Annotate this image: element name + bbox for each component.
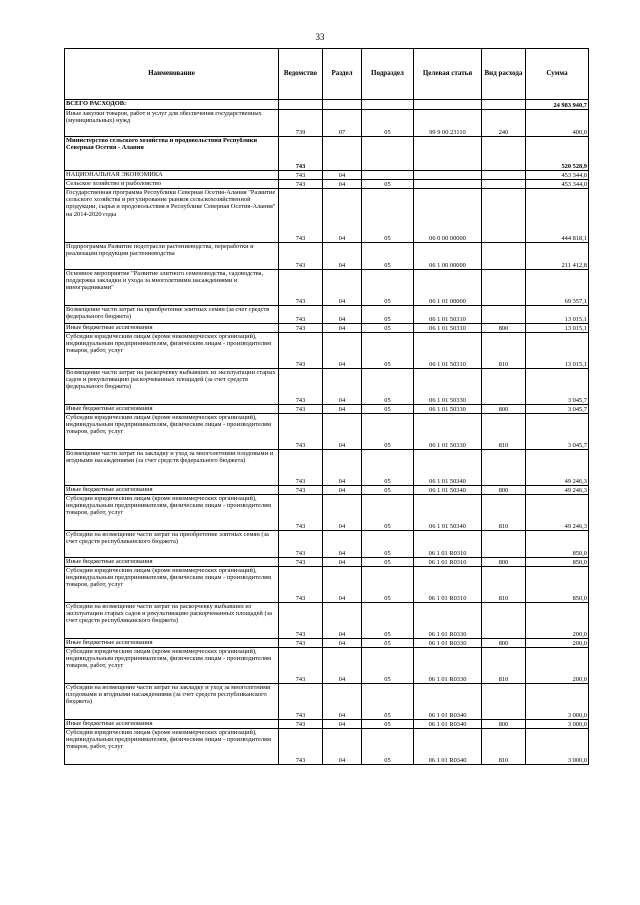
row-target-cell: 99 9 00 23110 xyxy=(414,110,482,137)
row-section-cell: 04 xyxy=(323,603,362,639)
row-section-cell: 04 xyxy=(323,405,362,414)
row-kind-cell: 240 xyxy=(482,110,526,137)
row-target-cell: 06 1 00 00000 xyxy=(414,243,482,270)
row-kind-cell: 800 xyxy=(482,720,526,729)
row-subsection-cell: 05 xyxy=(362,243,414,270)
row-target-cell: 06 1 01 50330 xyxy=(414,414,482,450)
table-row xyxy=(65,270,589,306)
header-subsection: Подраздел xyxy=(362,49,414,100)
row-name-cell: Министерство сельского хозяйства и продовольствия Республики Северная Осетия - Алания xyxy=(65,137,279,171)
row-name-cell: Иные бюджетные ассигнования xyxy=(65,405,279,414)
row-subsection-cell: 05 xyxy=(362,333,414,369)
row-sum-cell: 69 357,1 xyxy=(526,270,589,306)
row-target-cell: 06 1 01 50340 xyxy=(414,450,482,486)
table-row xyxy=(65,603,589,639)
row-dept-cell: 743 xyxy=(279,414,323,450)
row-kind-cell: 810 xyxy=(482,414,526,450)
row-target-cell: 06 1 01 50310 xyxy=(414,306,482,324)
row-target-cell xyxy=(414,100,482,110)
row-kind-cell: 800 xyxy=(482,639,526,648)
table-row xyxy=(65,100,589,110)
row-sum-cell: 24 983 940,7 xyxy=(526,100,589,110)
row-subsection-cell: 05 xyxy=(362,414,414,450)
row-name-cell: Субсидии на возмещение части затрат на закладку и уход за многолетними плодовыми и ягодными насаждениями (за счет средств республиканского бюджета) xyxy=(65,684,279,720)
row-kind-cell xyxy=(482,270,526,306)
row-kind-cell: 810 xyxy=(482,648,526,684)
row-sum-cell: 211 412,8 xyxy=(526,243,589,270)
row-target-cell: 06 1 01 50310 xyxy=(414,333,482,369)
row-sum-cell: 3 000,0 xyxy=(526,729,589,765)
row-section-cell: 04 xyxy=(323,243,362,270)
row-kind-cell xyxy=(482,450,526,486)
row-subsection-cell: 05 xyxy=(362,639,414,648)
row-dept-cell: 743 xyxy=(279,306,323,324)
table-row xyxy=(65,405,589,414)
row-name-cell: Субсидии на возмещение части затрат на приобретение элитных семян (за счет средств республиканского бюджета) xyxy=(65,531,279,558)
row-kind-cell xyxy=(482,369,526,405)
row-sum-cell: 3 000,0 xyxy=(526,684,589,720)
header-sum: Сумма xyxy=(526,49,589,100)
header-section: Раздел xyxy=(323,49,362,100)
row-section-cell: 04 xyxy=(323,558,362,567)
row-section-cell xyxy=(323,100,362,110)
row-subsection-cell: 05 xyxy=(362,729,414,765)
table-row xyxy=(65,324,589,333)
row-sum-cell: 400,0 xyxy=(526,110,589,137)
table-row xyxy=(65,567,589,603)
table-row xyxy=(65,333,589,369)
row-subsection-cell: 05 xyxy=(362,558,414,567)
row-dept-cell: 743 xyxy=(279,684,323,720)
row-dept-cell: 743 xyxy=(279,189,323,243)
row-subsection-cell: 05 xyxy=(362,324,414,333)
row-section-cell: 04 xyxy=(323,333,362,369)
row-section-cell: 04 xyxy=(323,270,362,306)
row-target-cell: 06 1 01 50340 xyxy=(414,495,482,531)
row-name-cell: Иные бюджетные ассигнования xyxy=(65,324,279,333)
row-target-cell: 06 1 01 R0330 xyxy=(414,603,482,639)
row-name-cell: Подпрограмма Развитие подотрасли растениеводства, переработки и реализации продукции растениеводства xyxy=(65,243,279,270)
row-dept-cell: 743 xyxy=(279,603,323,639)
header-target: Целевая статья xyxy=(414,49,482,100)
row-sum-cell: 850,0 xyxy=(526,558,589,567)
table-row xyxy=(65,137,589,171)
row-kind-cell: 800 xyxy=(482,405,526,414)
row-name-cell: ВСЕГО РАСХОДОВ: xyxy=(65,100,279,110)
row-sum-cell: 13 015,1 xyxy=(526,333,589,369)
row-kind-cell: 800 xyxy=(482,486,526,495)
row-kind-cell: 800 xyxy=(482,558,526,567)
row-target-cell: 06 1 01 R0340 xyxy=(414,684,482,720)
row-section-cell: 04 xyxy=(323,639,362,648)
row-name-cell: Иные бюджетные ассигнования xyxy=(65,639,279,648)
header-dept: Ведомство xyxy=(279,49,323,100)
row-sum-cell: 850,0 xyxy=(526,531,589,558)
row-sum-cell: 13 015,1 xyxy=(526,306,589,324)
row-dept-cell: 743 xyxy=(279,495,323,531)
row-dept-cell: 743 xyxy=(279,450,323,486)
row-subsection-cell: 05 xyxy=(362,495,414,531)
row-target-cell: 06 1 01 R0330 xyxy=(414,648,482,684)
row-subsection-cell xyxy=(362,171,414,180)
table-row xyxy=(65,171,589,180)
table-row xyxy=(65,450,589,486)
header-name: Наименование xyxy=(65,49,279,100)
row-sum-cell: 3 045,7 xyxy=(526,369,589,405)
row-target-cell: 06 1 01 R0310 xyxy=(414,531,482,558)
row-dept-cell: 743 xyxy=(279,137,323,171)
row-section-cell: 04 xyxy=(323,324,362,333)
row-kind-cell xyxy=(482,100,526,110)
row-section-cell: 07 xyxy=(323,110,362,137)
row-sum-cell: 200,0 xyxy=(526,603,589,639)
table-row xyxy=(65,639,589,648)
row-target-cell: 06 1 01 R0340 xyxy=(414,720,482,729)
row-kind-cell xyxy=(482,603,526,639)
row-subsection-cell: 05 xyxy=(362,531,414,558)
row-name-cell: Сельское хозяйство и рыболовство xyxy=(65,180,279,189)
row-kind-cell xyxy=(482,306,526,324)
row-section-cell: 04 xyxy=(323,180,362,189)
row-kind-cell: 800 xyxy=(482,324,526,333)
row-target-cell: 06 1 01 50330 xyxy=(414,405,482,414)
row-sum-cell: 850,0 xyxy=(526,567,589,603)
row-target-cell xyxy=(414,171,482,180)
row-section-cell: 04 xyxy=(323,189,362,243)
header-kind: Вид расхода xyxy=(482,49,526,100)
row-subsection-cell: 05 xyxy=(362,306,414,324)
table-row xyxy=(65,189,589,243)
table-row xyxy=(65,369,589,405)
row-target-cell: 06 1 01 50330 xyxy=(414,369,482,405)
row-target-cell: 06 1 01 50310 xyxy=(414,324,482,333)
table-row xyxy=(65,720,589,729)
row-target-cell: 06 1 01 R0310 xyxy=(414,567,482,603)
table-row xyxy=(65,414,589,450)
row-subsection-cell: 05 xyxy=(362,567,414,603)
row-name-cell: Иные бюджетные ассигнования xyxy=(65,558,279,567)
row-section-cell: 04 xyxy=(323,531,362,558)
row-dept-cell: 739 xyxy=(279,110,323,137)
row-subsection-cell xyxy=(362,100,414,110)
table-row xyxy=(65,243,589,270)
row-dept-cell: 743 xyxy=(279,558,323,567)
row-name-cell: Субсидии юридическим лицам (кроме некоммерческих организаций), индивидуальным предпринимателям, физическим лицам - производителям товаров, работ, услуг xyxy=(65,414,279,450)
row-dept-cell: 743 xyxy=(279,270,323,306)
table-row xyxy=(65,531,589,558)
row-section-cell: 04 xyxy=(323,567,362,603)
row-kind-cell xyxy=(482,137,526,171)
row-name-cell: Субсидии юридическим лицам (кроме некоммерческих организаций), индивидуальным предпринимателям, физическим лицам - производителям товаров, работ, услуг xyxy=(65,729,279,765)
row-subsection-cell: 05 xyxy=(362,648,414,684)
row-dept-cell: 743 xyxy=(279,648,323,684)
row-subsection-cell xyxy=(362,137,414,171)
row-sum-cell: 3 045,7 xyxy=(526,405,589,414)
row-sum-cell: 520 528,9 xyxy=(526,137,589,171)
table-row xyxy=(65,486,589,495)
row-dept-cell: 743 xyxy=(279,567,323,603)
row-subsection-cell: 05 xyxy=(362,603,414,639)
row-dept-cell: 743 xyxy=(279,333,323,369)
row-kind-cell: 810 xyxy=(482,567,526,603)
row-name-cell: Возмещение части затрат на закладку и уход за многолетними плодовыми и ягодными насаждениями (за счет средств федерального бюджета) xyxy=(65,450,279,486)
table-row xyxy=(65,684,589,720)
row-name-cell: Возмещение части затрат на приобретение элитных семян (за счет средств федерального бюджета) xyxy=(65,306,279,324)
row-target-cell: 06 1 01 R0340 xyxy=(414,729,482,765)
row-name-cell: Субсидии юридическим лицам (кроме некоммерческих организаций), индивидуальным предпринимателям, физическим лицам - производителям товаров, работ, услуг xyxy=(65,648,279,684)
row-name-cell: Субсидии юридическим лицам (кроме некоммерческих организаций), индивидуальным предпринимателям, физическим лицам - производителям товаров, работ, услуг xyxy=(65,567,279,603)
row-kind-cell xyxy=(482,531,526,558)
row-target-cell xyxy=(414,180,482,189)
row-name-cell: Иные бюджетные ассигнования xyxy=(65,720,279,729)
table-row xyxy=(65,648,589,684)
row-subsection-cell: 05 xyxy=(362,180,414,189)
row-sum-cell: 49 246,3 xyxy=(526,486,589,495)
row-name-cell: Основное мероприятие "Развитие элитного семеноводства, садоводства, поддержка закладки и ухода за многолетними насаждениями и виноградниками" xyxy=(65,270,279,306)
row-sum-cell: 453 344,0 xyxy=(526,180,589,189)
row-section-cell: 04 xyxy=(323,486,362,495)
row-target-cell: 06 0 00 00000 xyxy=(414,189,482,243)
row-target-cell: 06 1 01 R0310 xyxy=(414,558,482,567)
row-subsection-cell: 05 xyxy=(362,405,414,414)
row-section-cell: 04 xyxy=(323,495,362,531)
row-subsection-cell: 05 xyxy=(362,450,414,486)
row-dept-cell: 743 xyxy=(279,243,323,270)
row-sum-cell: 49 246,3 xyxy=(526,495,589,531)
row-dept-cell: 743 xyxy=(279,324,323,333)
row-target-cell xyxy=(414,137,482,171)
row-name-cell: Субсидии на возмещение части затрат на раскорчевку выбывших из эксплуатации старых садов и рекультивацию раскорчеванных площадей (за счет средств республиканского бюджета) xyxy=(65,603,279,639)
row-kind-cell xyxy=(482,189,526,243)
row-kind-cell xyxy=(482,684,526,720)
row-dept-cell: 743 xyxy=(279,369,323,405)
row-name-cell: Иные закупки товаров, работ и услуг для обеспечения государственных (муниципальных) нужд xyxy=(65,110,279,137)
table-row xyxy=(65,729,589,765)
row-sum-cell: 49 246,3 xyxy=(526,450,589,486)
row-section-cell xyxy=(323,137,362,171)
row-sum-cell: 200,0 xyxy=(526,648,589,684)
budget-table xyxy=(64,48,589,765)
row-dept-cell xyxy=(279,100,323,110)
row-dept-cell: 743 xyxy=(279,486,323,495)
table-row xyxy=(65,306,589,324)
table-header xyxy=(65,49,589,100)
row-subsection-cell: 05 xyxy=(362,720,414,729)
row-sum-cell: 3 000,0 xyxy=(526,720,589,729)
row-dept-cell: 743 xyxy=(279,720,323,729)
row-dept-cell: 743 xyxy=(279,729,323,765)
row-target-cell: 06 1 01 00000 xyxy=(414,270,482,306)
row-subsection-cell: 05 xyxy=(362,486,414,495)
table-row xyxy=(65,495,589,531)
table-row xyxy=(65,110,589,137)
row-dept-cell: 743 xyxy=(279,171,323,180)
row-dept-cell: 743 xyxy=(279,405,323,414)
row-section-cell: 04 xyxy=(323,171,362,180)
row-sum-cell: 200,0 xyxy=(526,639,589,648)
row-name-cell: Государственная программа Республики Северная Осетия-Алания "Развитие сельского хозяйства и регулирование рынков сельскохозяйственной продукции, сырья и продовольствия в Республике Северная Осетия-Алания" на 2014-2020 годы xyxy=(65,189,279,243)
row-subsection-cell: 05 xyxy=(362,110,414,137)
row-section-cell: 04 xyxy=(323,729,362,765)
row-kind-cell: 810 xyxy=(482,729,526,765)
row-section-cell: 04 xyxy=(323,450,362,486)
row-sum-cell: 13 015,1 xyxy=(526,324,589,333)
row-section-cell: 04 xyxy=(323,648,362,684)
row-name-cell: НАЦИОНАЛЬНАЯ ЭКОНОМИКА xyxy=(65,171,279,180)
row-dept-cell: 743 xyxy=(279,180,323,189)
row-kind-cell xyxy=(482,180,526,189)
page-number: 33 xyxy=(315,32,325,42)
row-dept-cell: 743 xyxy=(279,639,323,648)
row-subsection-cell: 05 xyxy=(362,369,414,405)
row-sum-cell: 444 818,1 xyxy=(526,189,589,243)
row-target-cell: 06 1 01 50340 xyxy=(414,486,482,495)
row-sum-cell: 453 344,0 xyxy=(526,171,589,180)
row-sum-cell: 3 045,7 xyxy=(526,414,589,450)
row-kind-cell: 810 xyxy=(482,333,526,369)
row-dept-cell: 743 xyxy=(279,531,323,558)
row-name-cell: Иные бюджетные ассигнования xyxy=(65,486,279,495)
row-section-cell: 04 xyxy=(323,306,362,324)
row-subsection-cell: 05 xyxy=(362,684,414,720)
row-section-cell: 04 xyxy=(323,369,362,405)
row-kind-cell: 810 xyxy=(482,495,526,531)
row-subsection-cell: 05 xyxy=(362,189,414,243)
row-section-cell: 04 xyxy=(323,720,362,729)
table-row xyxy=(65,180,589,189)
row-subsection-cell: 05 xyxy=(362,270,414,306)
row-kind-cell xyxy=(482,243,526,270)
row-name-cell: Возмещение части затрат на раскорчевку выбывших из эксплуатации старых садов и рекультивацию раскорчеванных площадей (за счет средств федерального бюджета) xyxy=(65,369,279,405)
row-name-cell: Субсидии юридическим лицам (кроме некоммерческих организаций), индивидуальным предпринимателям, физическим лицам - производителям товаров, работ, услуг xyxy=(65,495,279,531)
row-name-cell: Субсидии юридическим лицам (кроме некоммерческих организаций), индивидуальным предпринимателям, физическим лицам - производителям товаров, работ, услуг xyxy=(65,333,279,369)
table-row xyxy=(65,558,589,567)
row-section-cell: 04 xyxy=(323,684,362,720)
row-section-cell: 04 xyxy=(323,414,362,450)
row-target-cell: 06 1 01 R0330 xyxy=(414,639,482,648)
row-kind-cell xyxy=(482,171,526,180)
